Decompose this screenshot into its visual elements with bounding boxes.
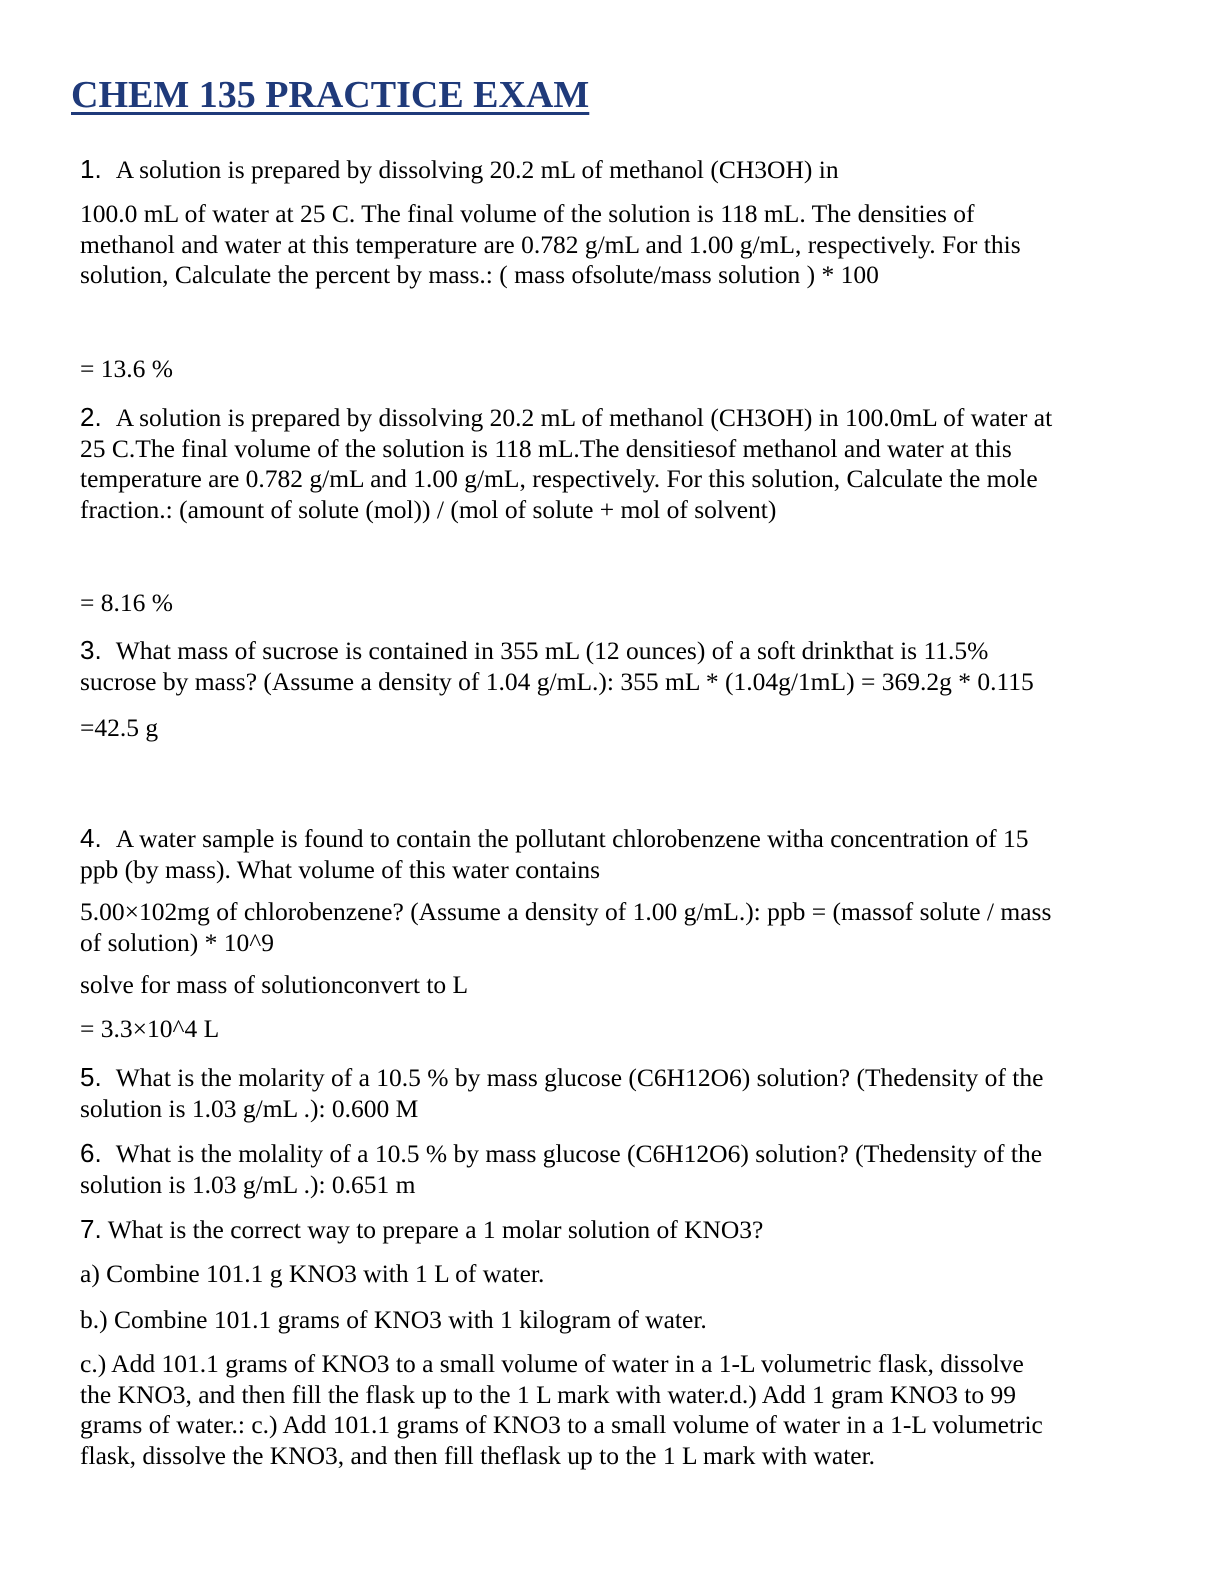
question-4-number: 4. (80, 823, 102, 853)
question-4-answer: = 3.3×10^4 L (80, 1014, 220, 1043)
question-4 (80, 823, 1140, 885)
question-7-line-1: 7. What is the correct way to prepare a 1 molar solution of KNO3? (80, 1214, 764, 1244)
question-1-line-1: 1. A solution is prepared by dissolving 20.2 mL of methanol (CH3OH) in (80, 154, 839, 184)
question-1-number: 1. (80, 154, 102, 184)
question-2-line-1: 2. A solution is prepared by dissolving 20.2 mL of methanol (CH3OH) in 100.0mL of water at (80, 402, 1053, 432)
question-7-number: 7. (80, 1214, 102, 1244)
question-7-option-a: a) Combine 101.1 g KNO3 with 1 L of water. (80, 1259, 545, 1288)
question-3-line-1: 3. What mass of sucrose is contained in 355 mL (12 ounces) of a soft drinkthat is 11.5% (80, 635, 989, 665)
question-1-line-4: solution, Calculate the percent by mass.: ( mass ofsolute/mass solution ) * 100 (80, 260, 879, 289)
question-7-option-c-line-2: the KNO3, and then fill the flask up to the 1 L mark with water.d.) Add 1 gram KNO3 to 99 (80, 1379, 1017, 1409)
question-4-line-4: of solution) * 10^9 (80, 927, 275, 957)
question-3-number: 3. (80, 635, 102, 665)
question-5-line-1: 5. What is the molarity of a 10.5 % by mass glucose (C6H12O6) solution? (Thedensity of the (80, 1062, 1044, 1092)
question-1-line-2: 100.0 mL of water at 25 C. The final volume of the solution is 118 mL. The densities of (80, 199, 975, 228)
question-7-option-c (80, 1349, 1140, 1471)
question-3-line-2: sucrose by mass? (Assume a density of 1.04 g/mL.): 355 mL * (1.04g/1mL) = 369.2g * 0.115 (80, 666, 1034, 696)
question-4-line-5: solve for mass of solutionconvert to L (80, 970, 469, 999)
question-3 (80, 635, 1140, 697)
question-2-answer: = 8.16 % (80, 588, 173, 617)
question-2-line-2: 25 C.The final volume of the solution is 118 mL.The densitiesof methanol and water at this (80, 433, 1012, 463)
question-2-line-3: temperature are 0.782 g/mL and 1.00 g/mL, respectively. For this solution, Calculate the mole (80, 464, 1038, 493)
question-6-line-2: solution is 1.03 g/mL .): 0.651 m (80, 1169, 416, 1199)
question-1-answer: = 13.6 % (80, 354, 173, 383)
question-1-line-3: methanol and water at this temperature are 0.782 g/mL and 1.00 g/mL, respectively. For this (80, 229, 1021, 259)
question-4-line-2: ppb (by mass). What volume of this water contains (80, 854, 601, 884)
question-5-number: 5. (80, 1062, 102, 1092)
question-5-line-2: solution is 1.03 g/mL .): 0.600 M (80, 1093, 419, 1123)
question-4-body (80, 897, 1140, 958)
page-title: CHEM 135 PRACTICE EXAM (71, 74, 590, 116)
question-5 (80, 1062, 1140, 1124)
question-6-line-1: 6. What is the molality of a 10.5 % by mass glucose (C6H12O6) solution? (Thedensity of the (80, 1138, 1043, 1168)
question-4-line-1: 4. A water sample is found to contain the pollutant chlorobenzene witha concentration of 15 (80, 823, 1029, 853)
question-1 (80, 154, 1140, 186)
question-6-number: 6. (80, 1138, 102, 1168)
question-7 (80, 1214, 1140, 1246)
question-2 (80, 402, 1140, 525)
question-1-body (80, 199, 1140, 291)
question-4-line-3: 5.00×102mg of chlorobenzene? (Assume a density of 1.00 g/mL.): ppb = (massof solute / mass (80, 897, 1052, 926)
question-7-option-c-line-3: grams of water.: c.) Add 101.1 grams of KNO3 to a small volume of water in a 1-L volumetric (80, 1410, 1043, 1439)
question-7-option-c-line-4: flask, dissolve the KNO3, and then fill theflask up to the 1 L mark with water. (80, 1440, 876, 1470)
question-7-option-c-line-1: c.) Add 101.1 grams of KNO3 to a small volume of water in a 1-L volumetric flask, dissolve (80, 1349, 1024, 1378)
question-2-line-4: fraction.: (amount of solute (mol)) / (mol of solute + mol of solvent) (80, 494, 777, 524)
question-2-number: 2. (80, 402, 102, 432)
question-7-option-b: b.) Combine 101.1 grams of KNO3 with 1 kilogram of water. (80, 1305, 707, 1334)
question-6 (80, 1138, 1140, 1200)
question-3-answer: =42.5 g (80, 713, 159, 742)
